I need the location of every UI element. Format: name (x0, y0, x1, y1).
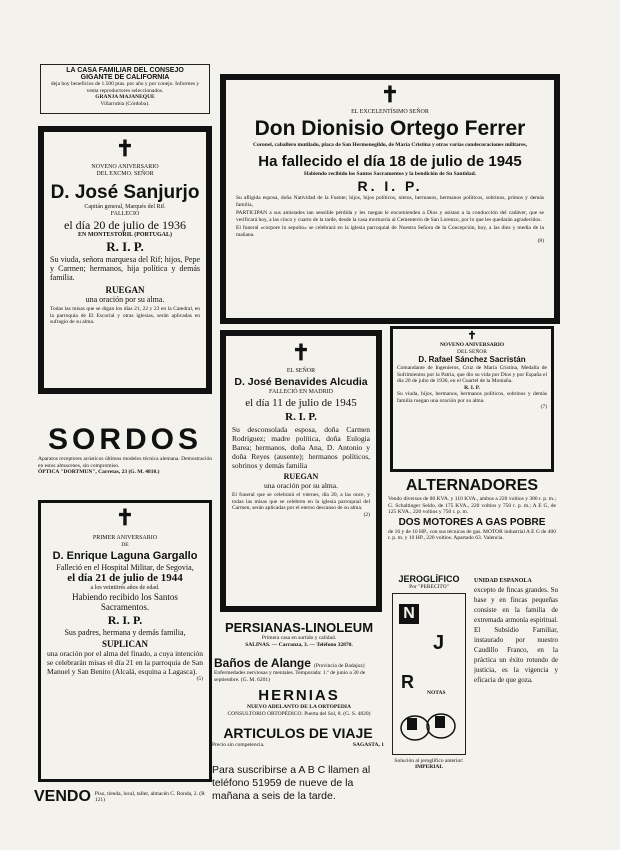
rip: R. I. P. (285, 411, 317, 423)
fallecio-label: FALLECIO (110, 211, 140, 217)
esquela-sanjurjo (38, 126, 212, 394)
consejo-place: Villarrubia (Córdoba). (100, 100, 150, 107)
anniversary: NOVENO ANIVERSARIO (91, 164, 159, 170)
honorific: EL SEÑOR (286, 368, 316, 374)
vendo-ad (34, 786, 214, 808)
death-date: el día 20 de julio de 1936 (64, 218, 186, 232)
consejo-ad (40, 64, 210, 114)
sordos-body: Aparatos receptores acústicos últimos modelos técnica alemana. Demostración en estos almacenes, sin compromiso. (38, 456, 212, 469)
family: Su viuda, hijos, hermanos, hermanos políticos, sobrinos y demás familia ruegan una oración por su alma. (397, 391, 547, 404)
rip: R. I. P. (464, 384, 480, 391)
motores-title: DOS MOTORES A GAS POBRE (398, 516, 546, 528)
tile-n: N (399, 604, 419, 624)
esquela-sacristan (390, 326, 554, 472)
participan: PARTICIPAN a sus amistades tan sensible pérdida y les ruegan le encomienden a Dios y asistan a la conducción del cadáver, que se verificará hoy, a las cinco y cuarto de la tarde, desde la casa mortuoria al Cementerio de San Lorenzo, por lo que les quedarán agradecidos. (236, 210, 544, 223)
sordos-title: SORDOS (47, 424, 203, 456)
hands-illustration (397, 704, 461, 748)
death-date: el día 11 de julio de 1945 (245, 397, 357, 409)
family: Su afligida esposa, doña Natividad de la Fuente; hijos, hijos políticos, nietos, hermanos, hermanos políticos, sobrinos, primos y demás familia, (236, 195, 544, 208)
persianas-title: PERSIANAS-LINOLEUM (224, 620, 374, 635)
death-date: el día 21 de julio de 1944 (67, 571, 183, 584)
cross-icon: ✝ (291, 340, 311, 365)
code: (2) (363, 511, 370, 518)
jeroglifico-sub: Por "PERECITO" (409, 584, 449, 590)
died: FALLECIÓ EN MADRID (269, 389, 333, 395)
persianas-body: Primera casa en surtido y calidad. (261, 635, 337, 641)
tile-r: R (401, 671, 414, 692)
viaje-body: Precio sin competencia. (212, 742, 265, 748)
jeroglifico (392, 574, 466, 802)
anniversary: PRIMER ANIVERSARIO (92, 535, 158, 541)
deceased-name: D. Enrique Laguna Gargallo (52, 549, 198, 562)
alternadores-title: ALTERNADORES (405, 477, 539, 494)
unidad-espanola-article (474, 578, 558, 788)
sordos-address: ÓPTICA "DORTMUN", Carretas, 23 (G. M. 4810.) (38, 469, 160, 475)
died: Falleció en el Hospital Militar, de Segovia, (56, 562, 194, 572)
vendo-body: Piso, tienda, local, taller, almacén C. Ronda, 2. (R 121) (94, 790, 205, 803)
esquela-gargallo (38, 500, 212, 782)
deceased-name: Don Dionisio Ortego Ferrer (254, 117, 526, 140)
age: a los veintitrés años de edad. (90, 584, 160, 591)
family: Sus padres, hermana y demás familia, (64, 627, 186, 637)
cross-icon: ✝ (467, 330, 477, 342)
esquela-benavides (220, 330, 382, 612)
deceased-name: D. José Sanjurjo (50, 182, 200, 203)
unidad-body: excepto de fincas grandes. Su base y en fincas pequeñas consiste en la familia de extremada armonía espiritual. El Subsidio Familiar, instaurado por nuestro Caudillo Franco, en la práctica un éxito rotundo de justicia, es la vigencia y eficacia de que goza. (474, 586, 558, 684)
cross-icon: ✝ (115, 136, 135, 161)
viaje-brand: SAGASTA, 1 (352, 742, 384, 748)
persianas-ad (214, 620, 384, 654)
alange-ad (214, 656, 384, 686)
prayer: una oración por su alma. (85, 295, 165, 304)
alange-province: (Provincia de Badajoz) (313, 663, 365, 669)
received: Habiendo recibido los Santos Sacramentos y la bendición de Su Santidad. (303, 170, 477, 177)
hernias-body: NUEVO ADELANTO DE LA ORTOPEDIA (246, 704, 351, 710)
hernias-title: HERNIAS (258, 688, 340, 704)
alternadores-ad (388, 476, 556, 568)
consejo-title-2: GIGANTE DE CALIFORNIA (80, 74, 170, 81)
cross-icon: ✝ (380, 82, 400, 107)
abc-subscription (212, 764, 384, 806)
death-date: Ha fallecido el día 18 de julio de 1945 (258, 152, 522, 170)
notas-label: NOTAS (427, 689, 446, 696)
code: (7) (540, 404, 547, 410)
rank: Coronel, caballero mutilado, placa de San Hermenegildo, de María Cristina y otras varias condecoraciones militares, (252, 142, 528, 148)
viaje-title: ARTICULOS DE VIAJE (223, 725, 373, 741)
solution-label: Solución al jeroglífico anterior: (394, 757, 464, 764)
deceased-name: D. José Benavides Alcudia (234, 376, 368, 388)
code: (8) (537, 238, 544, 244)
suplican: SUPLICAN (101, 638, 148, 649)
rip: R. I. P. (357, 178, 423, 194)
alange-title: Baños de Alange (214, 656, 311, 670)
honorific: DEL EXCMO. SEÑOR (96, 171, 154, 177)
hernias-ad (214, 688, 384, 720)
hernias-address: CONSULTORIO ORTOPÉDICO. Puerta del Sol, 8. (G. S. 4820) (227, 710, 371, 717)
details: Todas las misas que se digan los días 21, 22 y 23 en la Catedral, en la parroquia de El Escorial y otras iglesias, serán aplicadas en sufragio de su alma. (50, 306, 200, 325)
sordos-ad (38, 424, 212, 498)
death-place: EN MONTESTORIL (PORTUGAL) (77, 232, 173, 238)
deceased-name: D. Rafael Sánchez Sacristán (418, 355, 526, 364)
honorific: EL EXCELENTÍSIMO SEÑOR (351, 109, 429, 115)
prayer: una oración por su alma. (264, 481, 338, 490)
vendo-title: VENDO (34, 788, 91, 805)
family: Su desconsolada esposa, doña Carmen Rodríguez; madre política, doña Eulogia Barea; hermanos, doña Ana, D. Antonio y doña Reyes (ausente); hermanos políticos, sobrinos y demás familia (232, 425, 370, 470)
funeral: El funeral «corpore in sepulto» se celebrará en la iglesia parroquial de Nuestra Señora de la Concepción, hoy, a las diez y media de la mañana. (236, 225, 544, 238)
funeral: El funeral que se celebrará el viernes, día 20, a las once, y todas las misas que se celebren en la iglesia parroquial del Carmen, serán aplicadas por el eterno descanso de su alma. (232, 492, 370, 511)
text: Comandante de Ingenieros, Cruz de María Cristina, Medalla de Sufrimientos por la Patria, que dio su vida por Dios y por España el día 20 de julio de 1936, en el Cuartel de la Montaña. (397, 365, 547, 384)
honorific: DEL SEÑOR (457, 348, 487, 355)
ruegan: RUEGAN (283, 472, 319, 481)
code: (5) (196, 675, 203, 682)
consejo-brand: GRANJA MAJANEQUE (95, 94, 155, 100)
alange-body: Enfermedades nerviosas y mentales. Temporada: 1.º de junio a 30 de septiembre. (G. M. 6201) (214, 670, 366, 683)
cross-icon: ✝ (115, 505, 135, 530)
anniversary: NOVENO ANIVERSARIO (439, 342, 505, 348)
rip: R. I. P. (106, 239, 144, 254)
viaje-ad (212, 724, 384, 760)
de-label: DE (121, 542, 129, 548)
persianas-address: SALINAS. — Carranza, 3. — Teléfono 32870. (245, 641, 353, 648)
consejo-body: deja hoy beneficios de 1.500 ptas. por año y por conejo. Informes y venta reproductores seleccionados. (50, 81, 200, 94)
rip: R. I. P. (107, 612, 143, 627)
rank: Capitán general, Marqués del Rif. (84, 204, 166, 210)
motores-body: de 16 y de 10 HP., con sus técnicas de gas. MOTOR industrial A E G de 400 r. p. m. y 10 HP., 220 voltios. Apartado 63. Valencia. (388, 528, 556, 541)
consejo-title-1: LA CASA FAMILIAR DEL CONSEJO (66, 67, 184, 74)
esquela-ortego (220, 74, 560, 324)
ruegan: RUEGAN (105, 285, 145, 295)
received: Habiendo recibido los Santos Sacramentos. (72, 591, 178, 612)
text: una oración por el alma del finado, a cuya intención se celebrarán misas el día 21 en la parroquia de San Manuel y San Benito (Alcalá, esquina a Lagasca). (47, 648, 203, 676)
solution-answer: IMPERIAL (414, 764, 444, 770)
abc-sub-text: Para suscribirse a A B C llamen al teléfono 51959 de nueve de la mañana a seis de la tarde. (212, 764, 371, 802)
jeroglifico-title: JEROGLÍFICO (398, 574, 460, 584)
alternadores-body: Vendo diversos de 80 KVA. y 110 KVA., ambos a 220 voltios y 380 r. p. m.; G. Schaltinger Seldo, de 175 KVA., 220 voltios y 750 r. p. m.; A E G, de 125 KVA., 220 voltios y 750 r. p. m. (388, 496, 556, 515)
unidad-title: UNIDAD ESPAÑOLA (474, 578, 532, 584)
tile-j: J (433, 631, 445, 654)
family: Su viuda, señora marquesa del Rif; hijos, Pepe y Carmen; hermanos, hija política y demás familia. (50, 255, 200, 282)
jeroglifico-puzzle (392, 593, 466, 755)
